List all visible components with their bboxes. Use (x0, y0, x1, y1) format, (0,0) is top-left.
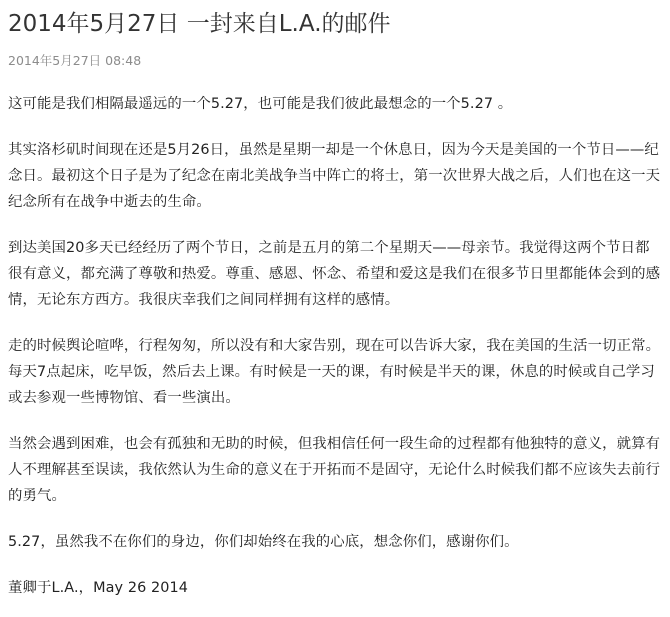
article-body (8, 91, 664, 601)
article (8, 0, 664, 601)
paragraph: 5.27，虽然我不在你们的身边，你们却始终在我的心底，想念你们，感谢你们。 (8, 534, 519, 550)
paragraph: 走的时候舆论喧哗，行程匆匆，所以没有和大家告别，现在可以告诉大家，我在美国的生活一切正常。每天7点起床，吃早饭，然后去上课。有时候是一天的课，有时候是半天的课，休息的时候或自己学习或去参观一些博物馆、看一些演出。 (8, 338, 661, 406)
paragraph: 到达美国20多天已经经历了两个节日，之前是五月的第二个星期天——母亲节。我觉得这两个节日都很有意义，都充满了尊敬和热爱。尊重、感恩、怀念、希望和爱这是我们在很多节日里都能体会到的感情，无论东方西方。我很庆幸我们之间同样拥有这样的感情。 (8, 240, 661, 308)
paragraph: 其实洛杉矶时间现在还是5月26日，虽然是星期一却是一个休息日，因为今天是美国的一个节日——纪念日。最初这个日子是为了纪念在南北美战争当中阵亡的将士，第一次世界大战之后，人们也在这一天纪念所有在战争中逝去的生命。 (8, 142, 661, 210)
signature: 董卿于L.A.，May 26 2014 (8, 580, 189, 596)
article-title: 2014年5月27日 一封来自L.A.的邮件 (8, 11, 391, 37)
paragraph: 当然会遇到困难，也会有孤独和无助的时候，但我相信任何一段生命的过程都有他独特的意义，就算有人不理解甚至误读，我依然认为生命的意义在于开拓而不是固守，无论什么时候我们都不应该失去前行的勇气。 (8, 436, 661, 504)
article-datetime: 2014年5月27日 08:48 (8, 53, 142, 68)
paragraph: 这可能是我们相隔最遥远的一个5.27，也可能是我们彼此最想念的一个5.27 。 (8, 96, 513, 112)
